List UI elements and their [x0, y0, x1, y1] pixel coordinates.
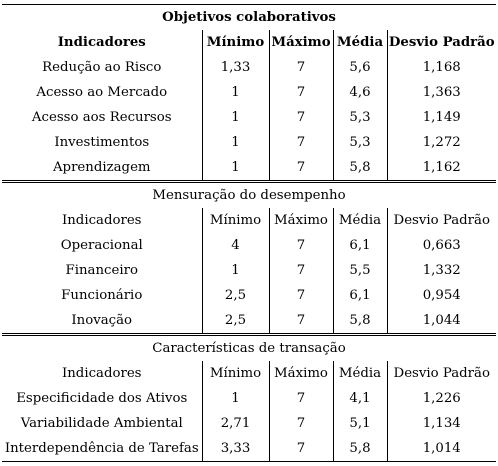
value-cell: 1,149 — [422, 110, 461, 125]
table-row — [2, 130, 496, 155]
column-header: Mínimo — [202, 361, 269, 386]
indicators-table — [2, 4, 496, 462]
value-cell: 1,168 — [422, 60, 461, 75]
value-cell: 1,363 — [422, 85, 461, 100]
indicator-name-cell: Acesso aos Recursos — [2, 105, 202, 130]
column-header: Média — [333, 30, 387, 55]
value-cell: 5,5 — [333, 258, 387, 283]
indicator-name-cell: Funcionário — [2, 283, 202, 308]
value-cell: 4 — [202, 233, 269, 258]
column-header: Desvio Padrão — [388, 35, 495, 50]
value-cell: 6,1 — [333, 283, 387, 308]
indicator-name-cell: Interdependência de Tarefas — [2, 436, 202, 462]
indicator-name-cell: Operacional — [2, 233, 202, 258]
column-header: Indicadores — [2, 30, 202, 55]
value-cell: 0,954 — [422, 288, 461, 303]
table-row — [2, 411, 496, 436]
section-title-row — [2, 335, 496, 362]
table-row — [2, 283, 496, 308]
value-cell: 1,226 — [422, 391, 461, 406]
column-header-row — [2, 30, 496, 55]
value-cell: 1,014 — [387, 436, 496, 462]
column-header: Máximo — [269, 208, 333, 233]
indicator-name-cell: Investimentos — [2, 130, 202, 155]
column-header: Mínimo — [202, 30, 269, 55]
value-cell: 1 — [202, 105, 269, 130]
value-cell: 1,332 — [422, 263, 461, 278]
value-cell: 1,044 — [387, 308, 496, 335]
table-row — [2, 80, 496, 105]
value-cell: 5,3 — [333, 130, 387, 155]
value-cell: 1 — [202, 258, 269, 283]
value-cell: 1,162 — [387, 155, 496, 182]
value-cell: 6,1 — [333, 233, 387, 258]
table-row — [2, 155, 496, 182]
value-cell: 2,71 — [202, 411, 269, 436]
value-cell: 7 — [269, 155, 333, 182]
column-header: Indicadores — [2, 208, 202, 233]
table-row — [2, 386, 496, 411]
value-cell: 2,5 — [202, 308, 269, 335]
value-cell: 7 — [269, 258, 333, 283]
value-cell: 7 — [269, 436, 333, 462]
column-header: Máximo — [269, 30, 333, 55]
table-row — [2, 258, 496, 283]
table-row — [2, 233, 496, 258]
value-cell: 7 — [269, 55, 333, 80]
value-cell: 7 — [269, 130, 333, 155]
value-cell: 7 — [269, 386, 333, 411]
section-title: Mensuração do desempenho — [152, 188, 346, 203]
value-cell: 1,272 — [422, 135, 461, 150]
column-header: Mínimo — [202, 208, 269, 233]
value-cell: 3,33 — [202, 436, 269, 462]
indicator-name-cell: Acesso ao Mercado — [2, 80, 202, 105]
value-cell: 1,134 — [422, 416, 461, 431]
column-header: Máximo — [269, 361, 333, 386]
value-cell: 1,33 — [202, 55, 269, 80]
section-title-row — [2, 182, 496, 209]
indicator-name-cell: Inovação — [2, 308, 202, 335]
value-cell: 0,663 — [422, 238, 461, 253]
value-cell: 4,6 — [333, 80, 387, 105]
section-title: Objetivos colaborativos — [2, 5, 496, 31]
value-cell: 5,8 — [333, 308, 387, 335]
value-cell: 7 — [269, 308, 333, 335]
column-header: Média — [333, 361, 387, 386]
value-cell: 7 — [269, 411, 333, 436]
value-cell: 5,3 — [333, 105, 387, 130]
value-cell: 1 — [202, 80, 269, 105]
indicator-name-cell: Financeiro — [2, 258, 202, 283]
column-header: Indicadores — [2, 361, 202, 386]
value-cell: 1 — [202, 386, 269, 411]
value-cell: 1 — [202, 155, 269, 182]
value-cell: 5,8 — [333, 436, 387, 462]
value-cell: 5,6 — [333, 55, 387, 80]
value-cell: 5,1 — [333, 411, 387, 436]
column-header: Desvio Padrão — [393, 366, 490, 381]
indicator-name-cell: Aprendizagem — [2, 155, 202, 182]
column-header: Média — [333, 208, 387, 233]
value-cell: 5,8 — [333, 155, 387, 182]
table-row — [2, 436, 496, 462]
value-cell: 7 — [269, 283, 333, 308]
indicator-name-cell: Especificidade dos Ativos — [2, 386, 202, 411]
column-header: Desvio Padrão — [393, 213, 490, 228]
table-row — [2, 308, 496, 335]
table-row — [2, 55, 496, 80]
value-cell: 1 — [202, 130, 269, 155]
value-cell: 2,5 — [202, 283, 269, 308]
indicator-name-cell: Variabilidade Ambiental — [2, 411, 202, 436]
table-row — [2, 105, 496, 130]
value-cell: 7 — [269, 80, 333, 105]
value-cell: 7 — [269, 233, 333, 258]
value-cell: 7 — [269, 105, 333, 130]
section-title: Características de transação — [152, 341, 346, 356]
indicators-table-body — [2, 5, 496, 462]
column-header-row — [2, 361, 496, 386]
indicator-name-cell: Redução ao Risco — [2, 55, 202, 80]
section-title-row — [2, 5, 496, 31]
value-cell: 4,1 — [333, 386, 387, 411]
column-header-row — [2, 208, 496, 233]
